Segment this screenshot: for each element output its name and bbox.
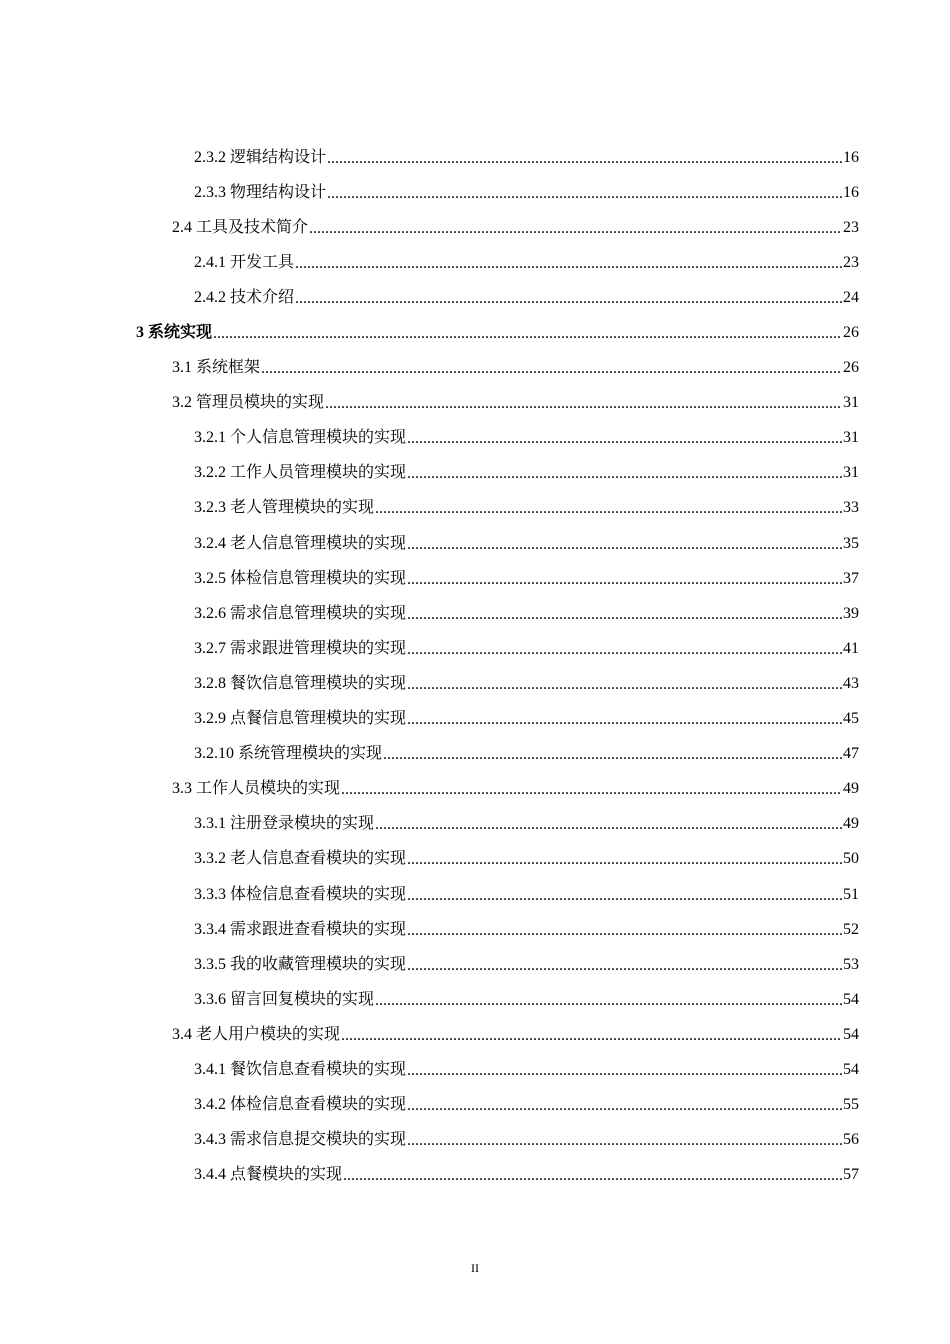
toc-dot-leader (375, 815, 842, 835)
toc-entry-title: 3.2.7 需求跟进管理模块的实现 (194, 639, 407, 657)
toc-entry[interactable] (0, 877, 950, 912)
toc-entry[interactable] (0, 1052, 950, 1087)
toc-dot-leader (341, 780, 842, 800)
toc-entry-title: 3.2.6 需求信息管理模块的实现 (194, 604, 407, 622)
toc-dot-leader (407, 1061, 842, 1081)
toc-entry-title: 2.3.2 逻辑结构设计 (194, 148, 327, 166)
toc-dot-leader (383, 745, 842, 765)
toc-entry-title: 3.3 工作人员模块的实现 (172, 780, 341, 798)
toc-entry[interactable] (0, 1017, 950, 1052)
table-of-contents (0, 140, 950, 1193)
toc-entry-page: 33 (843, 499, 859, 517)
toc-entry[interactable] (0, 807, 950, 842)
toc-entry[interactable] (0, 772, 950, 807)
toc-dot-leader (343, 1166, 842, 1186)
toc-entry-page: 16 (843, 183, 859, 201)
toc-entry[interactable] (0, 456, 950, 491)
toc-entry-title: 3.4.3 需求信息提交模块的实现 (194, 1131, 407, 1149)
toc-dot-leader (407, 640, 842, 660)
toc-dot-leader (407, 921, 842, 941)
toc-entry-page: 37 (843, 569, 859, 587)
toc-dot-leader (407, 429, 842, 449)
toc-entry-page: 41 (843, 639, 859, 657)
toc-entry-page: 54 (843, 990, 859, 1008)
toc-dot-leader (407, 850, 842, 870)
toc-entry-title: 3.3.2 老人信息查看模块的实现 (194, 850, 407, 868)
toc-entry-title: 2.4.2 技术介绍 (194, 288, 295, 306)
toc-entry[interactable] (0, 315, 950, 350)
toc-entry-page: 31 (843, 464, 859, 482)
toc-dot-leader (295, 254, 842, 274)
toc-entry-title: 3.3.5 我的收藏管理模块的实现 (194, 955, 407, 973)
toc-entry-page: 26 (843, 359, 859, 377)
toc-entry-title: 3.2.4 老人信息管理模块的实现 (194, 534, 407, 552)
toc-entry[interactable] (0, 631, 950, 666)
toc-entry-title: 3.2.8 餐饮信息管理模块的实现 (194, 674, 407, 692)
toc-entry-page: 39 (843, 604, 859, 622)
toc-entry-title: 3 系统实现 (136, 324, 213, 342)
toc-entry-page: 51 (843, 885, 859, 903)
toc-entry-title: 3.4.4 点餐模块的实现 (194, 1166, 343, 1184)
toc-entry[interactable] (0, 491, 950, 526)
toc-entry[interactable] (0, 1088, 950, 1123)
toc-entry-page: 49 (843, 780, 859, 798)
toc-entry-page: 53 (843, 955, 859, 973)
toc-entry-page: 54 (843, 1025, 859, 1043)
toc-entry[interactable] (0, 421, 950, 456)
toc-entry-page: 35 (843, 534, 859, 552)
toc-dot-leader (407, 1096, 842, 1116)
toc-entry-page: 47 (843, 745, 859, 763)
toc-entry-title: 2.3.3 物理结构设计 (194, 183, 327, 201)
toc-entry-title: 3.2.10 系统管理模块的实现 (194, 745, 383, 763)
toc-entry[interactable] (0, 737, 950, 772)
toc-dot-leader (375, 991, 842, 1011)
toc-entry-page: 43 (843, 674, 859, 692)
toc-entry-title: 3.2.1 个人信息管理模块的实现 (194, 429, 407, 447)
toc-dot-leader (309, 219, 842, 239)
toc-entry[interactable] (0, 140, 950, 175)
toc-entry-title: 3.2.2 工作人员管理模块的实现 (194, 464, 407, 482)
toc-entry[interactable] (0, 982, 950, 1017)
toc-entry[interactable] (0, 666, 950, 701)
toc-entry[interactable] (0, 175, 950, 210)
toc-entry[interactable] (0, 245, 950, 280)
toc-dot-leader (341, 1026, 842, 1046)
toc-entry[interactable] (0, 210, 950, 245)
toc-entry-title: 3.4 老人用户模块的实现 (172, 1025, 341, 1043)
toc-entry-page: 54 (843, 1060, 859, 1078)
toc-dot-leader (407, 675, 842, 695)
toc-dot-leader (295, 289, 842, 309)
toc-entry-title: 3.2 管理员模块的实现 (172, 394, 325, 412)
toc-entry-page: 24 (843, 288, 859, 306)
toc-entry[interactable] (0, 947, 950, 982)
toc-dot-leader (407, 710, 842, 730)
toc-entry[interactable] (0, 351, 950, 386)
toc-entry-page: 50 (843, 850, 859, 868)
toc-entry[interactable] (0, 912, 950, 947)
toc-dot-leader (407, 570, 842, 590)
toc-entry-page: 49 (843, 815, 859, 833)
toc-entry[interactable] (0, 842, 950, 877)
toc-entry-title: 3.2.5 体检信息管理模块的实现 (194, 569, 407, 587)
toc-entry-title: 3.3.3 体检信息查看模块的实现 (194, 885, 407, 903)
page-number: II (471, 1261, 479, 1275)
toc-entry[interactable] (0, 526, 950, 561)
toc-entry-page: 31 (843, 394, 859, 412)
toc-dot-leader (407, 605, 842, 625)
toc-entry-page: 57 (843, 1166, 859, 1184)
toc-dot-leader (261, 359, 842, 379)
toc-entry[interactable] (0, 280, 950, 315)
toc-entry[interactable] (0, 561, 950, 596)
toc-dot-leader (407, 464, 842, 484)
toc-dot-leader (407, 886, 842, 906)
toc-entry-page: 16 (843, 148, 859, 166)
toc-entry-page: 56 (843, 1131, 859, 1149)
toc-entry-title: 2.4 工具及技术简介 (172, 218, 309, 236)
toc-dot-leader (375, 499, 842, 519)
toc-entry-title: 3.3.1 注册登录模块的实现 (194, 815, 375, 833)
toc-entry[interactable] (0, 702, 950, 737)
toc-entry-title: 3.4.1 餐饮信息查看模块的实现 (194, 1060, 407, 1078)
toc-entry-page: 55 (843, 1096, 859, 1114)
toc-entry[interactable] (0, 1123, 950, 1158)
toc-dot-leader (407, 956, 842, 976)
toc-entry-title: 3.3.4 需求跟进查看模块的实现 (194, 920, 407, 938)
toc-entry-title: 3.2.3 老人管理模块的实现 (194, 499, 375, 517)
toc-entry-page: 23 (843, 218, 859, 236)
toc-entry-page: 52 (843, 920, 859, 938)
toc-entry-page: 23 (843, 253, 859, 271)
toc-entry[interactable] (0, 596, 950, 631)
toc-dot-leader (407, 1131, 842, 1151)
toc-dot-leader (327, 184, 842, 204)
toc-entry-page: 31 (843, 429, 859, 447)
toc-entry-title: 3.1 系统框架 (172, 359, 261, 377)
toc-entry-title: 2.4.1 开发工具 (194, 253, 295, 271)
toc-entry-title: 3.4.2 体检信息查看模块的实现 (194, 1096, 407, 1114)
toc-dot-leader (325, 394, 842, 414)
toc-entry-title: 3.3.6 留言回复模块的实现 (194, 990, 375, 1008)
toc-entry[interactable] (0, 1158, 950, 1193)
toc-dot-leader (213, 324, 842, 344)
toc-dot-leader (407, 535, 842, 555)
toc-entry-page: 26 (843, 324, 859, 342)
toc-dot-leader (327, 149, 842, 169)
toc-entry-page: 45 (843, 710, 859, 728)
toc-entry-title: 3.2.9 点餐信息管理模块的实现 (194, 710, 407, 728)
toc-entry[interactable] (0, 386, 950, 421)
